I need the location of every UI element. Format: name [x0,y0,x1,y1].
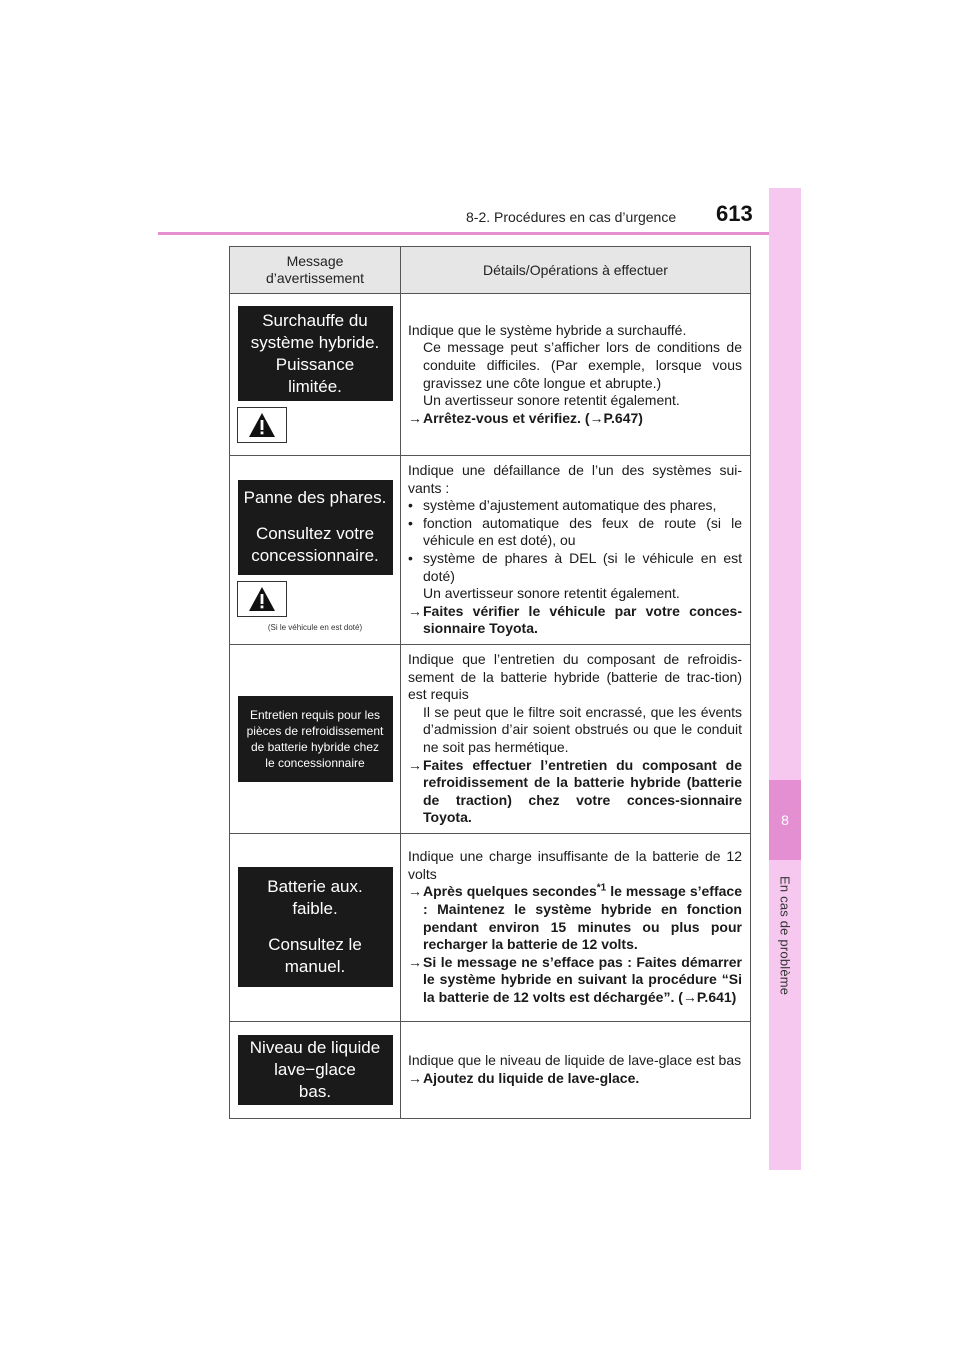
action-line: → Faites vérifier le véhicule par votre conces-sionnaire Toyota. [408,602,742,637]
table-row [230,1021,751,1118]
details-cell: Indique une défaillance de l’un des systèmes sui-vants : • système d’ajustement automatique des phares, • fonction automatique des feux de route (si le véhicule en est doté), ou • système de phares à DEL (si le véhicule en est doté) Un avertisseur sonore retentit également. → Faites vérifier le véhicule par votre conces-sionnaire Toyota. [401,456,751,645]
list-item: • système d’ajustement automatique des phares, [408,497,717,514]
display-message: Surchauffe du système hybride. Puissance limitée. [238,306,393,401]
display-message: Niveau de liquide lave−glace bas. [238,1035,393,1105]
chapter-number: 8 [781,812,789,828]
chapter-label: En cas de problème [777,876,793,996]
table-row [230,456,751,645]
action-line: → Ajoutez du liquide de lave-glace. [408,1069,640,1086]
message-cell [230,644,401,833]
message-cell [230,1021,401,1118]
list-item: • fonction automatique des feux de route (si le véhicule en est doté), ou [408,514,742,549]
table-header-row [230,247,751,294]
optional-note: (Si le véhicule en est doté) [267,622,363,632]
details-cell: Indique que l’entretien du composant de refroidis-sement de la batterie hybride (batterie de trac-tion) est requis Il se peut que le filtre soit encrassé, que les évents d’admission d’air soient obstrués ou que le conduit ne soit pas hermétique. → Faites effectuer l’entretien du composant de refroidissement de la batterie hybride (batterie de traction) chez votre conces-sionnaire Toyota. [401,644,751,833]
warning-triangle-icon [237,407,287,443]
details-cell: Indique une charge insuffisante de la batterie de 12 volts → Après quelques secondes$^{*1}$ le message s’efface : Maintenez le système hybride en fonction pendant environ 15 minutes ou plus pour recharger la batterie de 12 volts. → Si le message ne s’efface pas : Faites démarrer le système hybride en suivant la procédure “Si la batterie de 12 volts est déchargée”. (→P.641) [401,833,751,1021]
action-line: → Faites effectuer l’entretien du composant de refroidissement de la batterie hybride (batterie de traction) chez votre conces-sionnaire Toyota. [408,756,742,826]
display-message: Panne des phares. Consultez votre concessionnaire. [238,480,393,575]
warning-messages-table [229,246,751,1119]
action-line: → Arrêtez-vous et vérifiez. (→P.647) [408,409,643,426]
display-message: Batterie aux. faible. Consultez le manuel. [238,867,393,987]
message-cell [230,294,401,456]
action-line: → Après quelques secondes$^{*1}$ le message s’efface : Maintenez le système hybride en fonction pendant environ 15 minutes ou plus pour recharger la batterie de 12 volts. [408,882,742,953]
message-cell [230,456,401,645]
details-cell: Indique que le système hybride a surchauffé. Ce message peut s’afficher lors de conditions de conduite difficiles. (Par exemple, lorsque vous gravissez une côte longue et abrupte.) Un avertisseur sonore retentit également. → Arrêtez-vous et vérifiez. (→P.647) [401,294,751,456]
page-number: 613 [716,201,753,226]
section-title: 8-2. Procédures en cas d’urgence [466,209,677,225]
message-cell [230,833,401,1021]
display-message: Entretien requis pour les pièces de refroidissement de batterie hybride chez le concessionnaire [238,696,393,782]
table-row [230,644,751,833]
details-cell: Indique que le niveau de liquide de lave-glace est bas → Ajoutez du liquide de lave-glace. [401,1021,751,1118]
chapter-side-tab [769,188,801,1170]
table-row [230,294,751,456]
action-line: → Si le message ne s’efface pas : Faites démarrer le système hybride en suivant la procédure “Si la batterie de 12 volts est déchargée”. (→P.641) [408,953,742,1005]
list-item: • système de phares à DEL (si le véhicule en est doté) [408,549,742,584]
header-divider [158,232,800,235]
table-row [230,833,751,1021]
header-details: Détails/Opérations à effectuer [401,247,751,294]
header-message: Message d’avertissement [230,247,401,294]
warning-triangle-icon [237,581,287,617]
chapter-number-tab [769,780,801,860]
